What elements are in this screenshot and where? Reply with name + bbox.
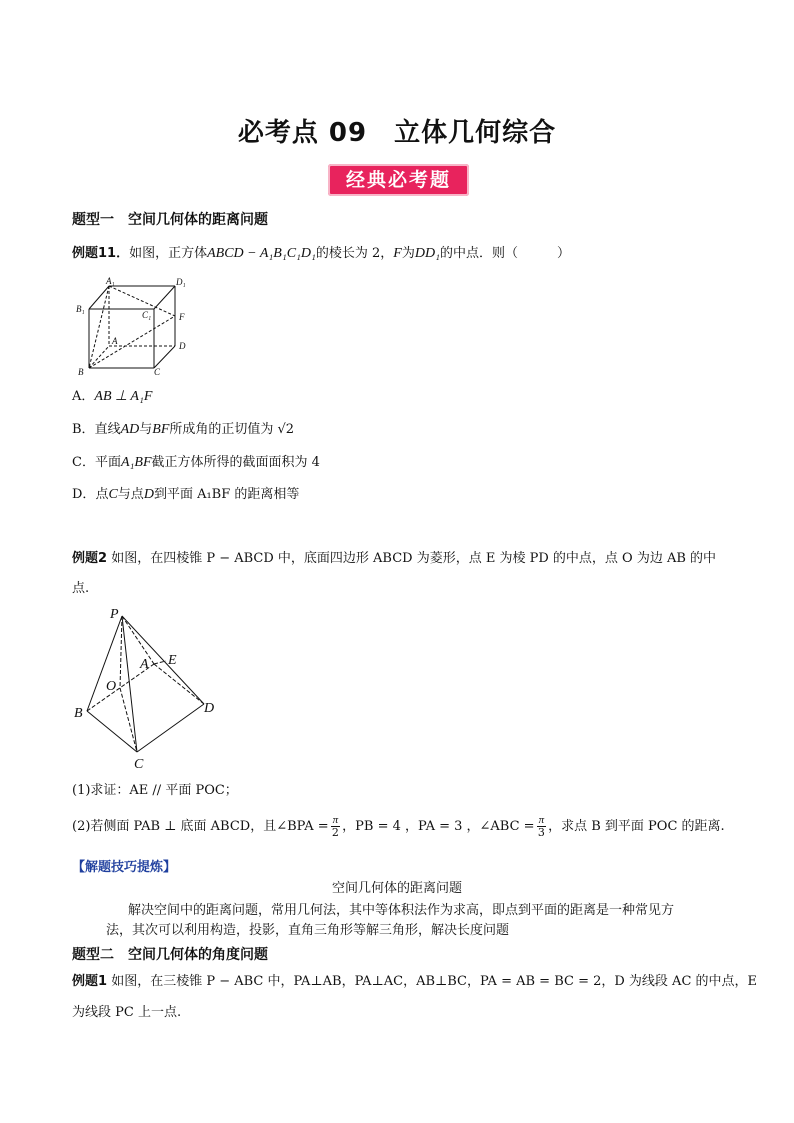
option-label: B． [72,422,95,437]
stem-text: 的中点．则（ ） [439,246,570,261]
q2-text: ，求点 B 到平面 POC 的距离. [548,818,725,834]
option-text: 与 [139,422,153,437]
fig-label: A [140,657,149,672]
question-1: (1)求证：AE // 平面 POC； [72,783,238,798]
option-text: 直线 [94,422,121,437]
cube-figure [72,276,197,376]
stem-math: ABCD − A₁B₁C₁D₁ [207,246,316,261]
classic-badge: 经典必考题 [328,164,469,196]
fraction-pi-over-3 [537,814,547,839]
stem-text: 如图，正方体 [129,246,208,261]
fig-label: D [179,341,186,351]
fraction-denominator: 3 [537,826,545,839]
fig-label: C₁ [142,310,152,320]
tips-line-2: 法，其次可以利用构造，投影，直角三角形等解三角形，解决长度问题 [106,923,510,938]
option-math: D [143,487,154,502]
fraction-denominator: 2 [331,826,339,839]
example-2-stem-cont: 点. [72,581,90,596]
option-text: 与点 [117,487,144,502]
example-3-stem-cont: 为线段 PC 上一点. [72,1005,182,1020]
stem-text: 的棱长为 2， [315,246,394,261]
example-2-label: 例题2 [72,551,108,566]
option-a [72,388,152,406]
tips-label: 【解题技巧提炼】 [72,860,177,875]
option-label: C． [72,455,95,470]
example-3-stem [72,973,758,991]
example-3-label: 例题1 [72,974,108,989]
pyramid-figure [72,604,232,774]
fig-label: D [204,701,215,716]
option-c [72,454,320,472]
fig-label: E [168,653,177,668]
tips-line-1: 解决空间中的距离问题，常用几何法，其中等体积法作为求高，即点到平面的距离是一种常见方 [128,903,675,918]
option-math: BF [152,422,170,437]
option-b [72,421,294,439]
option-d [72,486,299,504]
fig-label: B [78,367,84,376]
page-title: 必考点 09 立体几何综合 [237,118,557,148]
option-text: 点 [95,487,109,502]
stem-text: 如图，在三棱锥 P − ABC 中，PA⊥AB，PA⊥AC，AB⊥BC，PA = AB = BC = 2，D 为线段 AC 的中点，E [111,974,758,989]
section-heading-1: 题型一 空间几何体的距离问题 [72,212,268,228]
fraction-numerator: π [538,814,545,826]
example-1-stem [72,245,570,263]
fraction-pi-over-2 [331,814,341,839]
option-text: 到平面 A₁BF 的距离相等 [153,487,300,502]
fig-label: O [106,679,117,694]
question-2 [72,814,725,839]
fraction-numerator: π [332,814,339,826]
option-math: C [108,487,118,502]
example-1-label: 例题11． [72,246,130,261]
stem-text: 为 [401,246,415,261]
fig-label: B₁ [76,304,85,314]
tips-heading: 空间几何体的距离问题 [331,881,462,896]
option-label: A． [72,389,95,404]
option-math: AB ⊥ A₁F [94,389,153,404]
q2-text: (2)若侧面 PAB ⊥ 底面 ABCD，且∠BPA = [72,818,329,834]
fig-label: P [110,607,119,622]
fig-label: C [134,757,144,772]
fig-label: A₁ [106,276,115,286]
fig-label: A [112,336,118,346]
option-text: 平面 [94,455,121,470]
fig-label: F [179,312,185,322]
stem-math: DD₁ [414,246,440,261]
option-label: D． [72,487,96,502]
fig-label: B [74,706,83,721]
q2-text: ，PB = 4 ，PA = 3 ，∠ABC = [342,818,535,834]
option-math: A₁BF [120,455,152,470]
option-text: 所成角的正切值为 √2 [169,422,295,437]
option-math: AD [120,422,140,437]
option-text: 截正方体所得的截面面积为 4 [151,455,320,470]
example-2-stem [72,550,732,568]
fig-label: C [154,367,161,376]
section-heading-2: 题型二 空间几何体的角度问题 [72,947,268,963]
stem-text: 如图，在四棱锥 P − ABCD 中，底面四边形 ABCD 为菱形，点 E 为棱 PD 的中点，点 O 为边 AB 的中 [111,551,717,566]
fig-label: D₁ [176,277,186,287]
stem-math: F [393,246,402,261]
